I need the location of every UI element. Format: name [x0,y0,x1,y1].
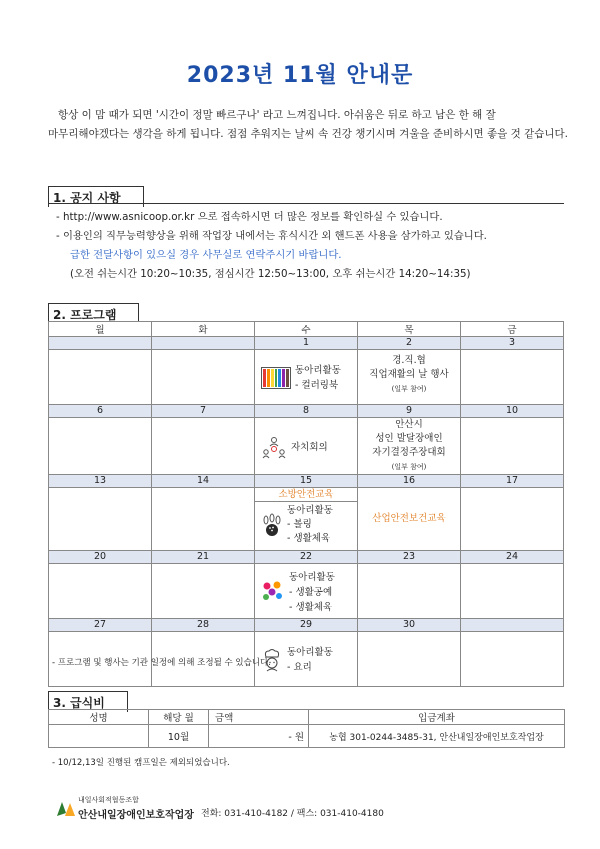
event-cell [358,488,461,551]
date-cell: 13 [49,475,152,488]
date-cell: 22 [255,551,358,564]
crayon-icon [261,367,291,389]
section-heading-meal-fee: 3. 급식비 [48,691,128,712]
date-cell: 2 [358,337,461,350]
event-cell [152,418,255,475]
organization-name: 안산내일장애인보호작업장 [78,810,194,821]
event-cell [152,350,255,405]
event-text: 자기결정주장대회 [372,447,446,458]
date-cell: 17 [461,475,564,488]
date-cell: 29 [255,619,358,632]
event-text: 동아리활동 [287,647,333,658]
date-cell [152,337,255,350]
event-text: - 볼링 [287,519,312,530]
date-cell: 7 [152,405,255,418]
calendar-weekday-row [49,322,564,337]
footer [56,793,576,823]
date-cell: 14 [152,475,255,488]
event-text-highlight: 산업안전보건교육 [372,513,446,524]
event-text: 안산시 [395,419,423,430]
calendar-date-row [49,551,564,564]
event-cell [255,350,358,405]
section-heading-notice: 1. 공지 사항 [48,186,144,207]
event-text: 성인 발달장애인 [375,433,443,444]
date-cell: 27 [49,619,152,632]
event-cell [255,564,358,619]
section-divider [48,203,564,204]
date-cell: 3 [461,337,564,350]
fee-account-cell: 농협 301-0244-3485-31, 안산내일장애인보호작업장 [309,725,565,748]
calendar-date-row [49,475,564,488]
calendar-event-row [49,564,564,619]
calendar-event-row [49,488,564,551]
notice-line: - http://www.asnicoop.or.kr 으로 접속하시면 더 많은 정보를 확인하실 수 있습니다. [56,211,443,223]
event-cell [49,418,152,475]
weekday-header: 금 [461,322,564,337]
event-cell [358,632,461,687]
bowling-icon [261,513,283,537]
calendar-date-row [49,619,564,632]
event-cell [358,350,461,405]
date-cell: 6 [49,405,152,418]
page-title: 2023년 11월 안내문 [186,63,414,88]
event-cell [358,564,461,619]
calendar-event-row [49,350,564,405]
event-text-highlight: 소방안전교육 [255,488,357,502]
fee-month-cell: 10월 [149,725,209,748]
meal-fee-table [48,709,565,748]
date-cell [49,337,152,350]
contact-info: 전화: 031-410-4182 / 팩스: 031-410-4180 [201,809,384,819]
event-cell [152,488,255,551]
program-calendar [48,321,564,687]
date-cell: 15 [255,475,358,488]
fee-header-row [49,710,565,725]
event-cell [461,564,564,619]
craft-flowers-icon [261,580,285,604]
notice-line: (오전 쉬는시간 10:20~10:35, 점심시간 12:50~13:00, 오후 쉬는시간 14:20~14:35) [70,268,471,280]
section-heading-program: 2. 프로그램 [48,303,139,324]
fee-header: 금액 [209,710,309,725]
calendar-date-row [49,337,564,350]
event-note: (일부 참여) [391,385,427,393]
weekday-header: 수 [255,322,358,337]
event-note: (일부 참여) [391,463,427,471]
event-cell [255,488,358,551]
organization-logo-icon [56,799,76,817]
notice-line-highlight: 급한 전달사항이 있으실 경우 사무실로 연락주시기 바랍니다. [70,249,342,261]
fee-amount-cell: - 원 [209,725,309,748]
weekday-header: 목 [358,322,461,337]
calendar-date-row [49,405,564,418]
date-cell: 10 [461,405,564,418]
calendar-event-row [49,418,564,475]
event-cell [49,564,152,619]
event-text: - 생활체육 [289,601,333,613]
organization-parent-name: 내일사회적협동조합 [78,796,139,804]
fee-row [49,725,565,748]
event-text: - 컬러링북 [295,380,339,391]
event-text: 동아리활동 [287,505,333,516]
date-cell: 20 [49,551,152,564]
event-cell [49,488,152,551]
event-cell [461,632,564,687]
date-cell: 8 [255,405,358,418]
date-cell: 30 [358,619,461,632]
fee-header: 입금계좌 [309,710,565,725]
event-text: 동아리활동 [295,365,341,376]
event-text: - 생활공예 [289,586,333,598]
weekday-header: 월 [49,322,152,337]
event-cell [49,350,152,405]
event-text: 자치회의 [291,441,328,453]
date-cell: 24 [461,551,564,564]
fee-header: 해당 월 [149,710,209,725]
event-text: - 생활체육 [287,533,331,544]
fee-header: 성명 [49,710,149,725]
event-text: 경.직.협 [392,355,426,366]
program-note: - 프로그램 및 행사는 기관 일정에 의해 조정될 수 있습니다. [52,658,271,668]
notice-line: - 이용인의 직무능력향상을 위해 작업장 내에서는 휴식시간 외 핸드폰 사용을 삼가하고 있습니다. [56,230,487,242]
date-cell: 28 [152,619,255,632]
event-cell [255,418,358,475]
date-cell [461,619,564,632]
event-cell [461,488,564,551]
event-cell [461,350,564,405]
event-cell [461,418,564,475]
date-cell: 1 [255,337,358,350]
event-text: 직업재활의 날 행사 [369,369,449,380]
event-text: - 요리 [287,662,312,673]
date-cell: 9 [358,405,461,418]
notice-block [56,208,576,284]
meal-fee-note: - 10/12,13일 진행된 캠프일은 제외되었습니다. [52,758,230,768]
event-cell [358,418,461,475]
intro-paragraph: 항상 이 맘 때가 되면 '시간이 정말 빠르구나' 라고 느껴집니다. 아쉬움은 뒤로 하고 남은 한 해 잘 마무리해야겠다는 생각을 하게 됩니다. 점점 추워지는 날씨 속 건강 챙기시며 겨울을 준비하시면 좋을 것 같습니다. [48,109,568,140]
event-cell [152,564,255,619]
people-meeting-icon [261,434,287,460]
date-cell: 16 [358,475,461,488]
weekday-header: 화 [152,322,255,337]
date-cell: 21 [152,551,255,564]
event-text: 동아리활동 [289,571,335,583]
fee-name-cell [49,725,149,748]
date-cell: 23 [358,551,461,564]
